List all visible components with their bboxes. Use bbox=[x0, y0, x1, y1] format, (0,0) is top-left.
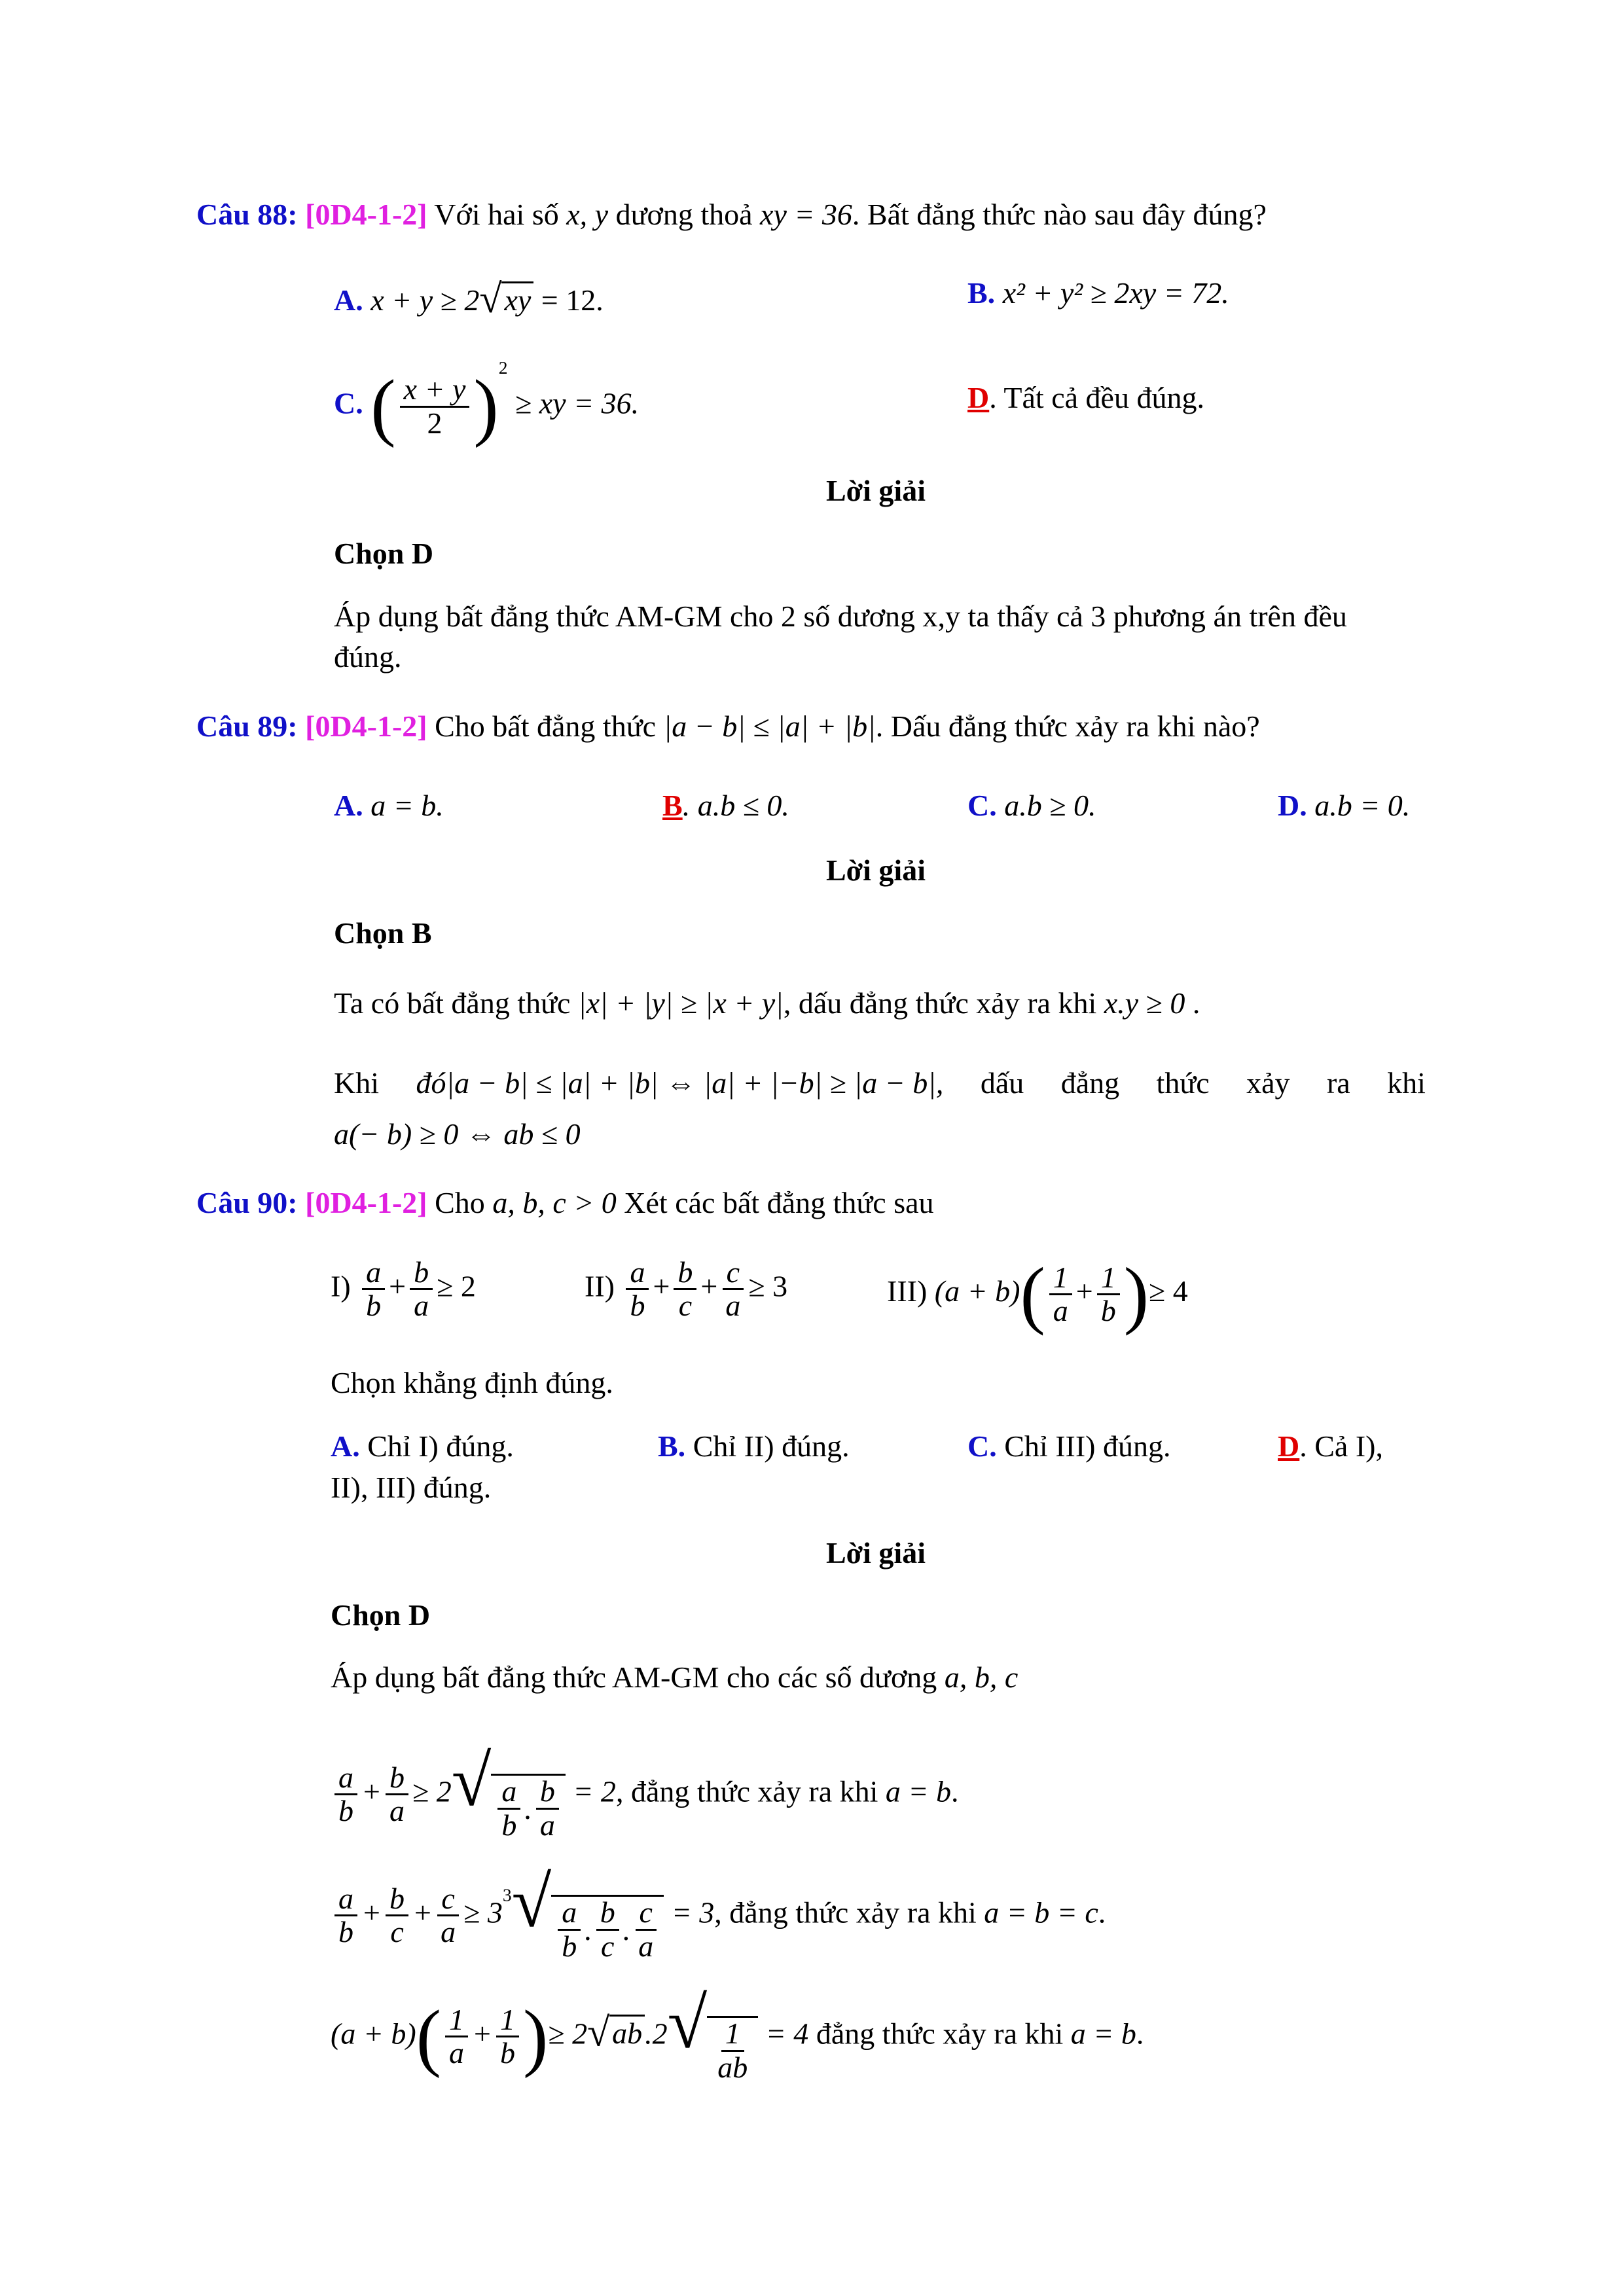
frac-c-a bbox=[437, 1883, 460, 1948]
q90-d-label: D bbox=[1278, 1429, 1300, 1463]
dot: . bbox=[623, 1912, 631, 1946]
q88-c-num: x + y bbox=[400, 374, 470, 407]
q88-d-text: . Tất cả đều đúng. bbox=[989, 381, 1204, 414]
num: a bbox=[626, 1257, 649, 1290]
q89-d-expr: a.b = 0. bbox=[1314, 789, 1411, 822]
dot: . bbox=[585, 1912, 592, 1946]
num: a bbox=[334, 1762, 357, 1795]
q90-statement-i bbox=[331, 1257, 476, 1322]
s3-pre: (a + b) bbox=[331, 2017, 416, 2051]
right-paren: ) bbox=[1123, 1253, 1149, 1336]
s3-text: đẳng thức xảy ra khi bbox=[816, 2017, 1064, 2051]
q90-explain bbox=[331, 1659, 1018, 1695]
s2-cond: a = b = c bbox=[984, 1895, 1098, 1929]
q89-a-expr: a = b. bbox=[370, 789, 444, 822]
q88-a-label: A. bbox=[334, 283, 363, 317]
q90-statement-iii bbox=[887, 1253, 1188, 1336]
q90-a-text: Chỉ I) đúng. bbox=[367, 1429, 514, 1463]
den: c bbox=[601, 1929, 615, 1963]
q90-iii-label: III) bbox=[887, 1274, 928, 1308]
q88-c-den: 2 bbox=[427, 406, 442, 440]
frac-1-a bbox=[1049, 1262, 1072, 1327]
q90-cond: a, b, c > 0 bbox=[492, 1186, 617, 1219]
q88-option-c bbox=[334, 357, 640, 448]
q89-line1-expr: |x| + |y| ≥ |x + y| bbox=[577, 986, 784, 1020]
den: b bbox=[501, 1808, 517, 1842]
q89-b-expr: . a.b ≤ 0. bbox=[682, 789, 789, 822]
q89-line1-b: , dấu đẳng thức xảy ra khi bbox=[783, 986, 1097, 1020]
q88-option-d bbox=[967, 380, 1204, 416]
q88-d-label: D bbox=[967, 381, 990, 414]
num: 1 bbox=[1097, 1262, 1120, 1295]
den: ab bbox=[717, 2050, 748, 2084]
plus: + bbox=[471, 2017, 493, 2051]
plus: + bbox=[700, 1269, 718, 1303]
s3-mid: ≥ 2 bbox=[548, 2017, 588, 2051]
frac-1-b bbox=[1097, 1262, 1120, 1327]
q90-option-d bbox=[1278, 1428, 1383, 1464]
q89-line-1 bbox=[334, 985, 1200, 1021]
q89-line1-cond: x.y ≥ 0 bbox=[1104, 986, 1185, 1020]
q90-statement-ii bbox=[585, 1257, 787, 1322]
q88-option-a bbox=[334, 275, 604, 324]
den: a bbox=[441, 1915, 456, 1949]
frac-a-b bbox=[362, 1257, 385, 1322]
frac-1-ab bbox=[713, 2018, 751, 2083]
num: c bbox=[437, 1883, 458, 1916]
left-paren: ( bbox=[1020, 1253, 1045, 1336]
s3-radicand-1: ab bbox=[609, 2015, 645, 2050]
q88-explain-2: đúng. bbox=[334, 640, 402, 673]
q89-line-3: a(− b) ≥ 0 ⇔ ab ≤ 0 bbox=[334, 1117, 581, 1151]
q90-solution-3 bbox=[331, 1980, 1144, 2083]
num: b bbox=[596, 1897, 619, 1930]
q89-code: [0D4-1-2] bbox=[305, 709, 427, 743]
q90-explain-vars: a, b, c bbox=[944, 1660, 1019, 1694]
q90-d-text: . Cả I), bbox=[1299, 1429, 1383, 1463]
q90-text-a: Cho bbox=[435, 1186, 485, 1219]
num: b bbox=[536, 1776, 559, 1809]
num: c bbox=[723, 1257, 744, 1290]
q90-option-b bbox=[658, 1428, 850, 1464]
den: a bbox=[638, 1929, 654, 1963]
num: b bbox=[386, 1883, 408, 1916]
frac-a-b bbox=[497, 1776, 520, 1841]
num: b bbox=[674, 1257, 696, 1290]
den: b bbox=[500, 2036, 516, 2070]
den: b bbox=[630, 1289, 645, 1323]
num: a bbox=[558, 1897, 581, 1930]
q89-line2-w1: Khi bbox=[334, 1066, 379, 1100]
q89-solution-heading: Lời giải bbox=[826, 853, 926, 887]
q88-b-expr: x² + y² ≥ 2xy = 72. bbox=[1002, 276, 1229, 310]
q88-cond: xy = 36 bbox=[760, 198, 852, 231]
num: 1 bbox=[445, 2004, 468, 2037]
frac-b-a bbox=[386, 1762, 408, 1827]
den: a bbox=[448, 2036, 464, 2070]
q88-choice: Chọn D bbox=[334, 537, 434, 570]
q90-ii-label: II) bbox=[585, 1269, 615, 1303]
s2-radicand bbox=[551, 1895, 664, 1962]
q89-line2-w6: xảy bbox=[1246, 1066, 1290, 1100]
s2-rest: = 3 bbox=[671, 1895, 715, 1929]
s3-end: . bbox=[1136, 2017, 1144, 2051]
q89-label: Câu 89: bbox=[196, 709, 298, 743]
right-paren: ) bbox=[523, 1995, 549, 2079]
frac-1-a bbox=[445, 2004, 468, 2070]
plus: + bbox=[361, 1774, 382, 1808]
q89-b-label: B bbox=[662, 789, 683, 822]
q88-text-c: . Bất đẳng thức nào sau đây đúng? bbox=[852, 198, 1267, 231]
q89-option-c bbox=[967, 787, 1096, 823]
den: b bbox=[338, 1915, 353, 1949]
q90-iii-pre: (a + b) bbox=[934, 1274, 1020, 1308]
sqrt-icon: √ bbox=[667, 1983, 708, 2063]
s2-root-index: 3 bbox=[502, 1884, 512, 1905]
dot: . bbox=[524, 1791, 532, 1825]
sqrt-icon: √ bbox=[479, 277, 502, 321]
q89-option-d bbox=[1278, 787, 1410, 823]
q89-line2-w4: đẳng bbox=[1060, 1066, 1120, 1100]
s3-cond: a = b bbox=[1070, 2017, 1136, 2051]
left-paren: ( bbox=[370, 365, 396, 448]
q88-text-a: Với hai số bbox=[434, 198, 559, 231]
q90-solution-1 bbox=[331, 1738, 958, 1841]
frac-b-c bbox=[674, 1257, 696, 1322]
q88-vars: x, y bbox=[566, 198, 609, 231]
s1-rest: = 2 bbox=[573, 1774, 616, 1808]
q88-question bbox=[196, 196, 1267, 232]
den: a bbox=[414, 1289, 429, 1323]
frac-c-a bbox=[634, 1897, 657, 1962]
den: b bbox=[338, 1794, 353, 1828]
q88-a-radicand: xy bbox=[501, 281, 533, 317]
q88-b-label: B. bbox=[967, 276, 996, 310]
frac-a-b bbox=[626, 1257, 649, 1322]
num: c bbox=[636, 1897, 657, 1930]
den: c bbox=[678, 1289, 693, 1323]
s2-end: . bbox=[1098, 1895, 1106, 1929]
sqrt-icon: √ bbox=[451, 1741, 492, 1821]
num: a bbox=[362, 1257, 385, 1290]
den: a bbox=[539, 1808, 555, 1842]
frac-b-c bbox=[386, 1883, 408, 1948]
q90-solution-2 bbox=[331, 1859, 1106, 1962]
num: 1 bbox=[496, 2004, 519, 2037]
frac-a-b bbox=[558, 1897, 581, 1962]
den: c bbox=[390, 1915, 404, 1949]
q90-ii-rhs: ≥ 3 bbox=[748, 1269, 788, 1303]
left-paren: ( bbox=[416, 1995, 441, 2079]
q90-iii-rhs: ≥ 4 bbox=[1149, 1274, 1188, 1308]
q88-a-expr-2: = 12. bbox=[541, 283, 604, 317]
q88-explain-1: Áp dụng bất đẳng thức AM-GM cho 2 số dương x,y ta thấy cả 3 phương án trên đều bbox=[334, 600, 1347, 633]
q89-line2-w2: đó|a − b| ≤ |a| + |b| ⇔ |a| + |−b| ≥ |a − b|, bbox=[416, 1066, 944, 1100]
q90-choice: Chọn D bbox=[331, 1598, 431, 1632]
q90-b-text: Chỉ II) đúng. bbox=[693, 1429, 850, 1463]
q89-option-b bbox=[662, 787, 789, 823]
q90-option-c bbox=[967, 1428, 1170, 1464]
plus: + bbox=[1075, 1274, 1093, 1308]
q89-text-b: . Dấu đẳng thức xảy ra khi nào? bbox=[875, 709, 1260, 743]
s2-text: , đẳng thức xảy ra khi bbox=[714, 1895, 977, 1929]
plus: + bbox=[361, 1895, 382, 1929]
den: a bbox=[725, 1289, 741, 1323]
q88-solution-heading: Lời giải bbox=[826, 474, 926, 507]
q90-i-label: I) bbox=[331, 1269, 351, 1303]
s1-end: . bbox=[950, 1774, 959, 1808]
sqrt-icon: √ bbox=[587, 2010, 610, 2055]
num: 1 bbox=[1049, 1262, 1072, 1295]
q88-text-b: dương thoả bbox=[615, 198, 753, 231]
q89-line2-w8: khi bbox=[1387, 1066, 1426, 1100]
q89-c-label: C. bbox=[967, 789, 997, 822]
s1-cond: a = b bbox=[885, 1774, 951, 1808]
q89-line2-w3: dấu bbox=[980, 1066, 1024, 1100]
q90-label: Câu 90: bbox=[196, 1186, 298, 1219]
q90-c-text: Chỉ III) đúng. bbox=[1004, 1429, 1171, 1463]
q88-a-expr-1: x + y ≥ 2 bbox=[370, 283, 480, 317]
cbrt-icon: √ bbox=[511, 1862, 552, 1942]
s3-dot: .2 bbox=[645, 2017, 668, 2051]
q89-line2-w7: ra bbox=[1326, 1066, 1350, 1100]
frac-b-a bbox=[536, 1776, 559, 1841]
q88-option-b bbox=[967, 275, 1229, 311]
den: b bbox=[1100, 1294, 1116, 1327]
q90-text-b: Xét các bất đẳng thức sau bbox=[624, 1186, 934, 1219]
frac-a-b bbox=[334, 1883, 357, 1948]
right-paren: ) bbox=[473, 365, 499, 448]
plus: + bbox=[412, 1895, 433, 1929]
q89-choice: Chọn B bbox=[334, 916, 432, 950]
q90-c-label: C. bbox=[967, 1429, 997, 1463]
q89-line1-end: . bbox=[1192, 986, 1200, 1020]
q89-ineq: |a − b| ≤ |a| + |b| bbox=[663, 709, 876, 743]
q90-solution-heading: Lời giải bbox=[826, 1536, 926, 1570]
den: b bbox=[562, 1929, 577, 1963]
den: a bbox=[1053, 1294, 1068, 1327]
q89-text-a: Cho bất đẳng thức bbox=[435, 709, 657, 743]
s1-radicand bbox=[491, 1774, 566, 1841]
q89-line2-w5: thức bbox=[1156, 1066, 1210, 1100]
q90-code: [0D4-1-2] bbox=[305, 1186, 427, 1219]
q89-question bbox=[196, 708, 1260, 744]
q90-option-d-cont: II), III) đúng. bbox=[331, 1471, 492, 1504]
s1-text: , đẳng thức xảy ra khi bbox=[615, 1774, 878, 1808]
frac-1-b bbox=[496, 2004, 519, 2070]
den: a bbox=[389, 1794, 405, 1828]
q89-option-a bbox=[334, 787, 444, 823]
q88-label: Câu 88: bbox=[196, 198, 298, 231]
q90-b-label: B. bbox=[658, 1429, 686, 1463]
q90-option-a bbox=[331, 1428, 514, 1464]
num: a bbox=[497, 1776, 520, 1809]
q89-a-label: A. bbox=[334, 789, 363, 822]
q89-c-expr: a.b ≥ 0. bbox=[1004, 789, 1096, 822]
num: a bbox=[334, 1883, 357, 1916]
q88-c-exponent: 2 bbox=[498, 357, 508, 378]
num: b bbox=[410, 1257, 433, 1290]
frac-c-a bbox=[721, 1257, 744, 1322]
q88-code: [0D4-1-2] bbox=[305, 198, 427, 231]
s2-mid: ≥ 3 bbox=[463, 1895, 503, 1929]
q89-d-label: D. bbox=[1278, 789, 1307, 822]
q88-c-rest: ≥ xy = 36. bbox=[515, 386, 640, 420]
q88-c-fraction bbox=[400, 374, 470, 439]
q90-explain-text: Áp dụng bất đẳng thức AM-GM cho các số dương bbox=[331, 1660, 937, 1694]
num: b bbox=[386, 1762, 408, 1795]
plus: + bbox=[653, 1269, 670, 1303]
q88-c-label: C. bbox=[334, 386, 363, 420]
den: b bbox=[366, 1289, 382, 1323]
q90-i-rhs: ≥ 2 bbox=[437, 1269, 476, 1303]
s3-radicand-2 bbox=[707, 2016, 758, 2083]
plus: + bbox=[389, 1269, 406, 1303]
q89-line1-a: Ta có bất đẳng thức bbox=[334, 986, 571, 1020]
q90-question bbox=[196, 1185, 934, 1221]
s3-rest: = 4 bbox=[765, 2017, 809, 2051]
frac-b-c bbox=[596, 1897, 619, 1962]
frac-b-a bbox=[410, 1257, 433, 1322]
q90-prompt: Chọn khẳng định đúng. bbox=[331, 1366, 613, 1399]
num: 1 bbox=[721, 2018, 744, 2051]
frac-a-b bbox=[334, 1762, 357, 1827]
q89-line-2 bbox=[334, 1065, 1426, 1101]
s1-mid: ≥ 2 bbox=[412, 1774, 452, 1808]
q90-a-label: A. bbox=[331, 1429, 360, 1463]
